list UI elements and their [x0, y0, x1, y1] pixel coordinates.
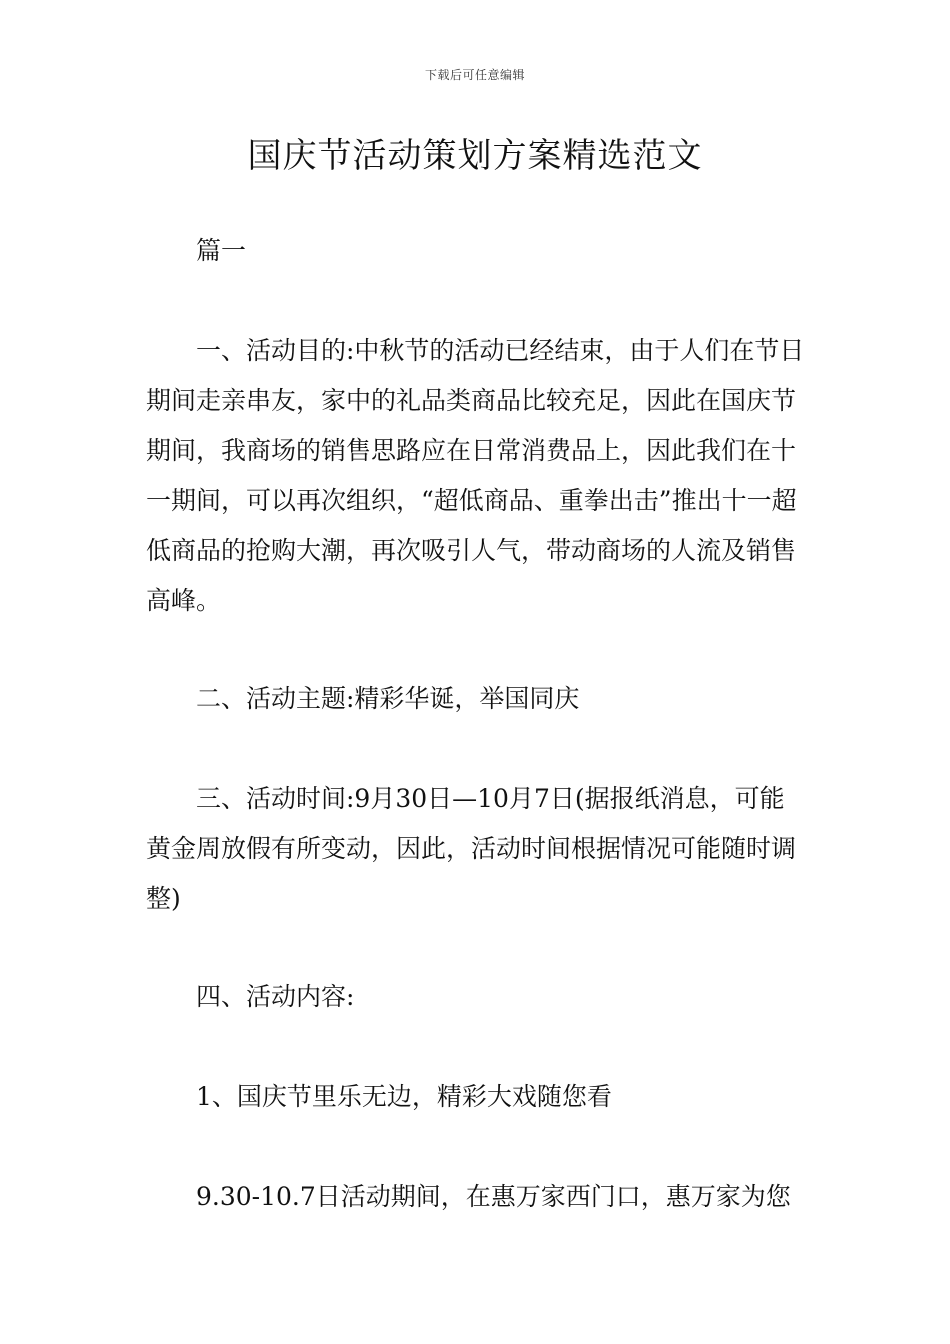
- header-note: 下载后可任意编辑: [424, 68, 525, 82]
- paragraph-item-1-detail: 9.30-10.7日活动期间，在惠万家西门口，惠万家为您: [196, 1182, 791, 1211]
- paragraph-item-1: 1、国庆节里乐无边，精彩大戏随您看: [196, 1082, 612, 1111]
- document-title: 国庆节活动策划方案精选范文: [247, 136, 703, 176]
- paragraph-purpose: 一、活动目的:中秋节的活动已经结束，由于人们在节日期间走亲串友，家中的礼品类商品比较充足，因此在国庆节期间，我商场的销售思路应在日常消费品上，因此我们在十一期间，可以再次组织，“超低商品、重拳出击”推出十一超低商品的抢购大潮，再次吸引人气，带动商场的人流及销售高峰。: [146, 336, 805, 615]
- paragraph-time: 三、活动时间:9月30日—10月7日(据报纸消息，可能黄金周放假有所变动，因此，活动时间根据情况可能随时调整): [146, 784, 797, 913]
- paragraph-theme: 二、活动主题:精彩华诞，举国同庆: [196, 684, 580, 713]
- paragraph-content-heading: 四、活动内容:: [196, 982, 355, 1011]
- section-label: 篇一: [196, 236, 247, 265]
